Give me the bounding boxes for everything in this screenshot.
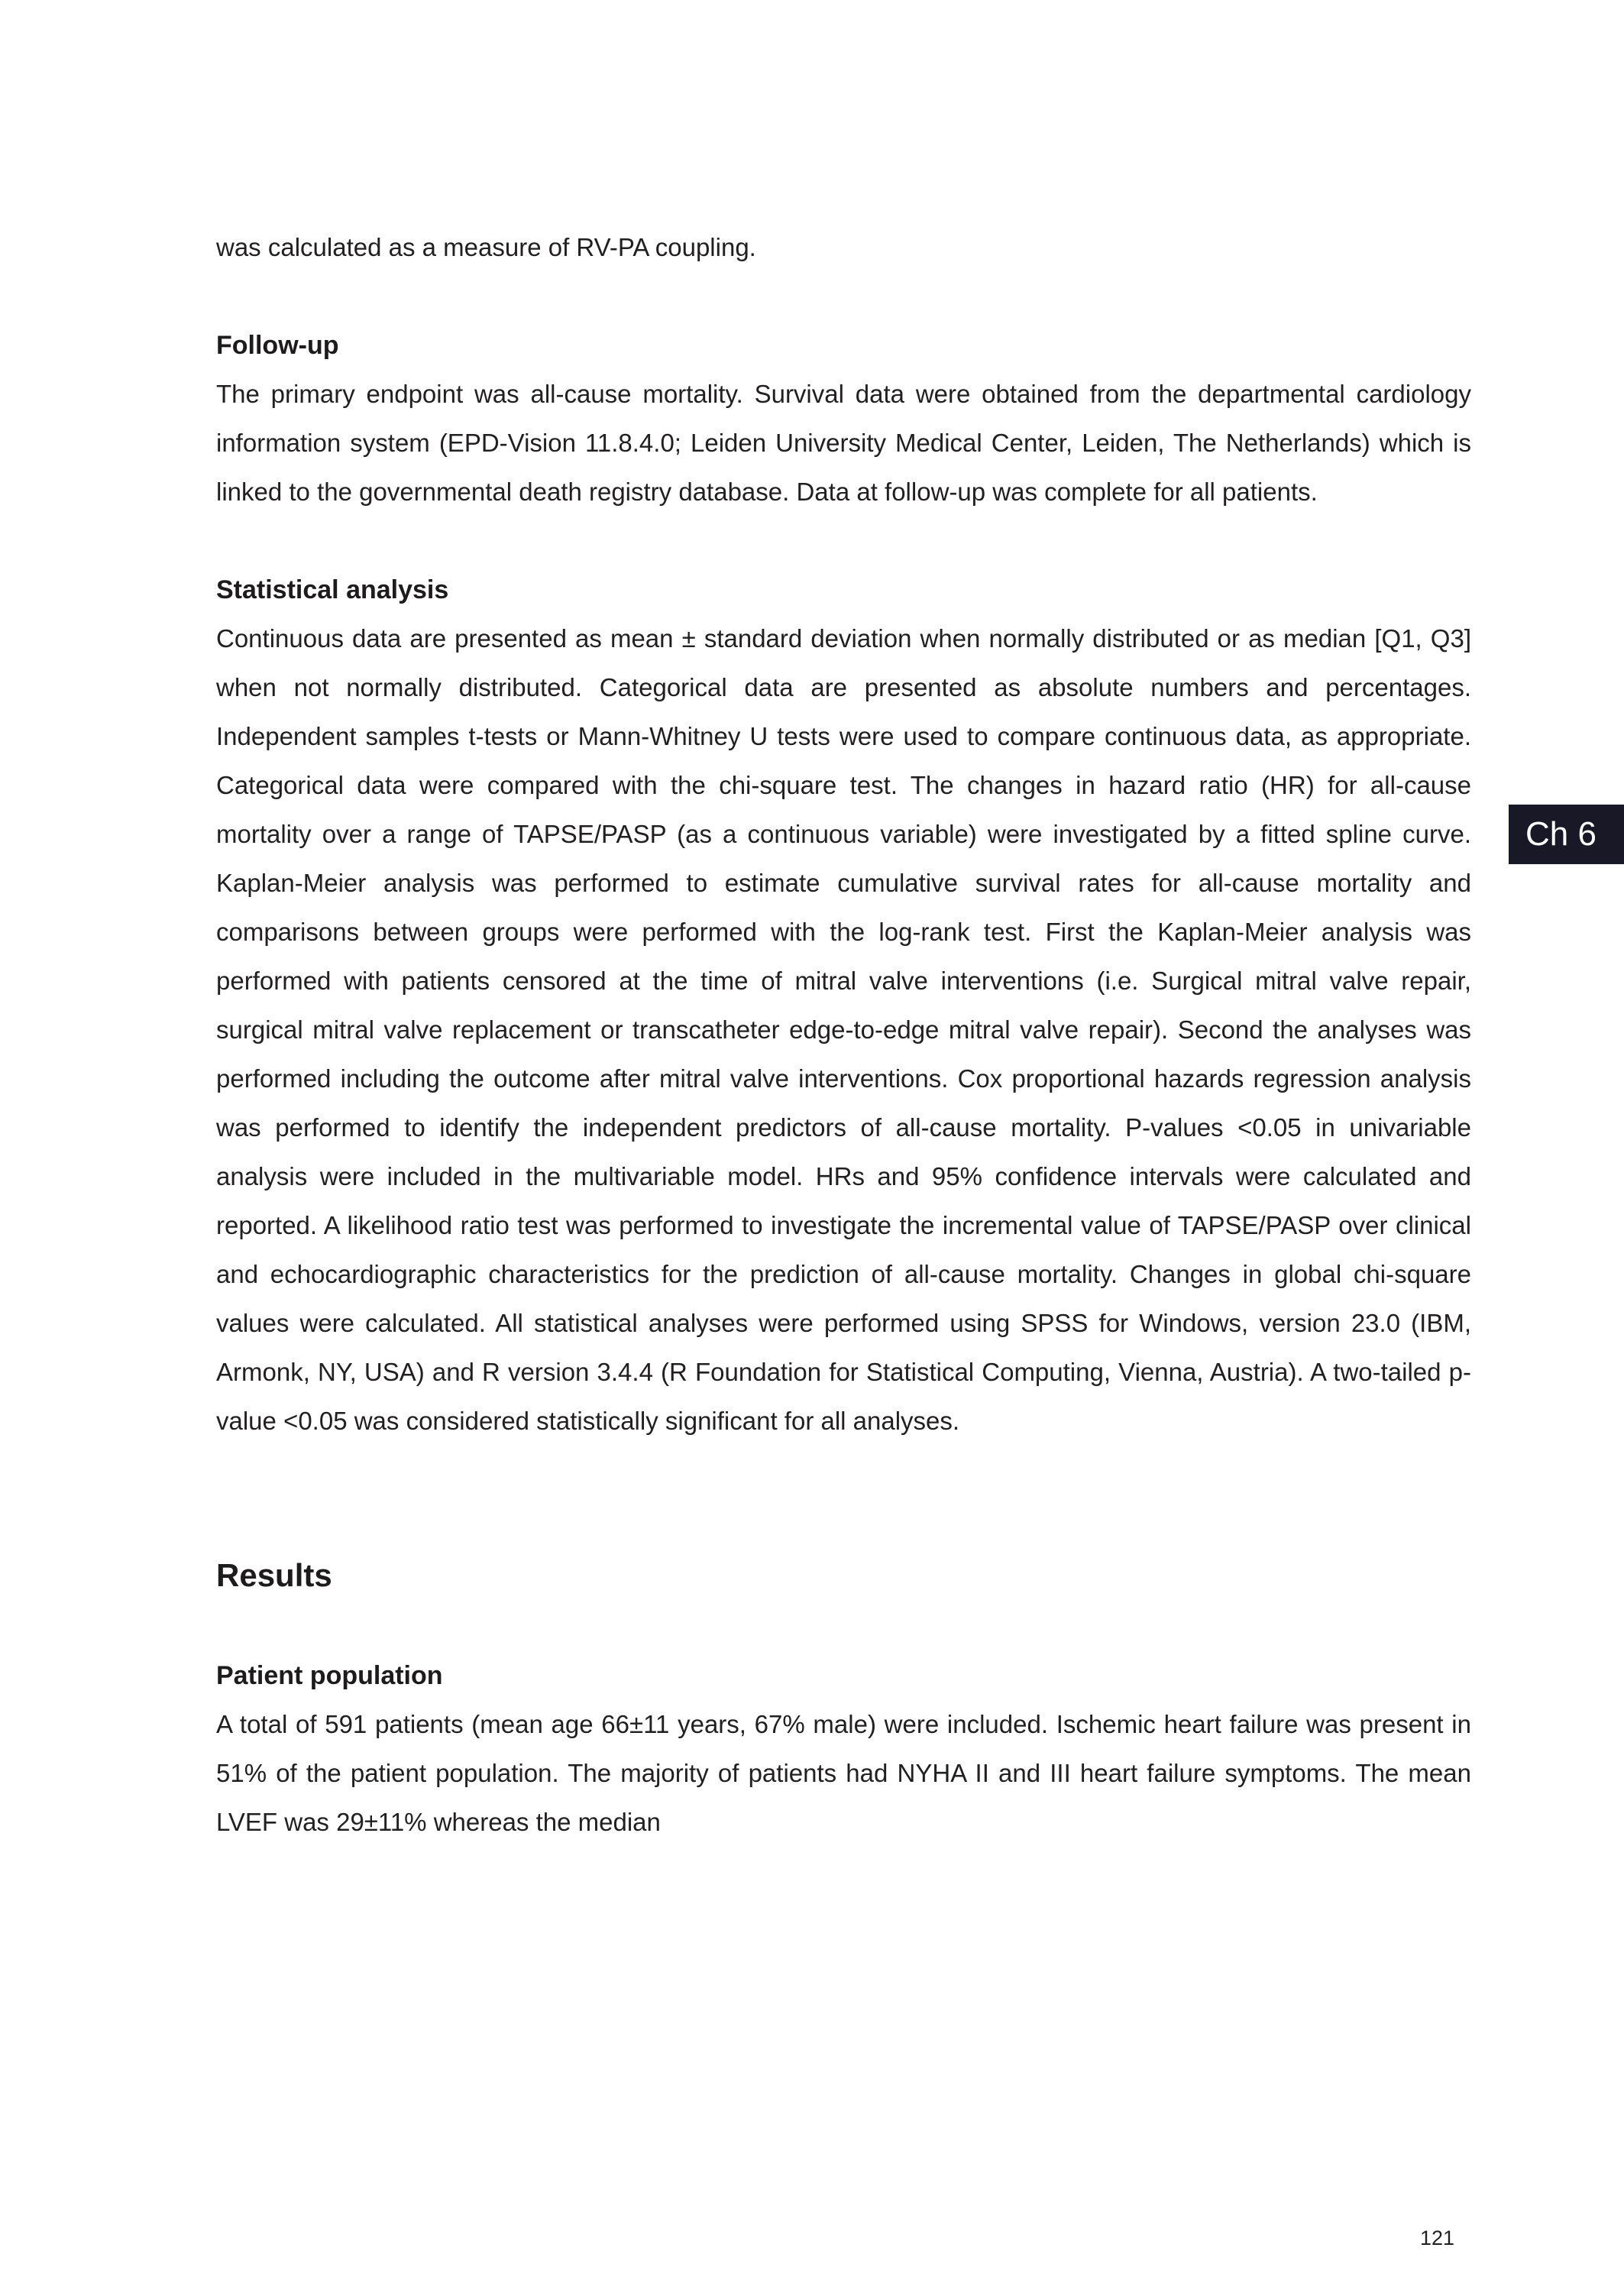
section-heading-patient-population: Patient population <box>216 1661 443 1690</box>
section-paragraph-follow-up: The primary endpoint was all-cause mortality. Survival data were obtained from the departmental cardiology information system (EPD-Vision 11.8.4.0; Leiden University Medical Center, Leiden, The Netherlands) which is linked to the governmental death registry database. Data at follow-up was complete for all patients. <box>216 380 1471 506</box>
page-content <box>216 223 1471 1847</box>
page-number: 121 <box>1419 2227 1454 2249</box>
chapter-tab: Ch 6 <box>1509 805 1624 864</box>
results-heading: Results <box>216 1557 332 1593</box>
intro-paragraph-fragment: was calculated as a measure of RV-PA coupling. <box>216 233 756 261</box>
section-paragraph-patient-population: A total of 591 patients (mean age 66±11 years, 67% male) were included. Ischemic heart failure was present in 51% of the patient population. The majority of patients had NYHA II and III heart failure symptoms. The mean LVEF was 29±11% whereas the median <box>216 1710 1471 1836</box>
section-heading-statistical-analysis: Statistical analysis <box>216 575 449 604</box>
section-paragraph-statistical-analysis: Continuous data are presented as mean ± standard deviation when normally distributed or as median [Q1, Q3] when not normally distributed. Categorical data are presented as absolute numbers and percentages. Independent samples t-tests or Mann-Whitney U tests were used to compare continuous data, as appropriate. Categorical data were compared with the chi-square test. The changes in hazard ratio (HR) for all-cause mortality over a range of TAPSE/PASP (as a continuous variable) were investigated by a fitted spline curve. Kaplan-Meier analysis was performed to estimate cumulative survival rates for all-cause mortality and comparisons between groups were performed with the log-rank test. First the Kaplan-Meier analysis was performed with patients censored at the time of mitral valve interventions (i.e. Surgical mitral valve repair, surgical mitral valve replacement or transcatheter edge-to-edge mitral valve repair). Second the analyses was performed including the outcome after mitral valve interventions. Cox proportional hazards regression analysis was performed to identify the independent predictors of all-cause mortality. P-values <0.05 in univariable analysis were included in the multivariable model. HRs and 95% confidence intervals were calculated and reported. A likelihood ratio test was performed to investigate the incremental value of TAPSE/PASP over clinical and echocardiographic characteristics for the prediction of all-cause mortality. Changes in global chi-square values were calculated. All statistical analyses were performed using SPSS for Windows, version 23.0 (IBM, Armonk, NY, USA) and R version 3.4.4 (R Foundation for Statistical Computing, Vienna, Austria). A two-tailed p-value <0.05 was considered statistically significant for all analyses. <box>216 624 1471 1435</box>
section-heading-follow-up: Follow-up <box>216 331 339 360</box>
